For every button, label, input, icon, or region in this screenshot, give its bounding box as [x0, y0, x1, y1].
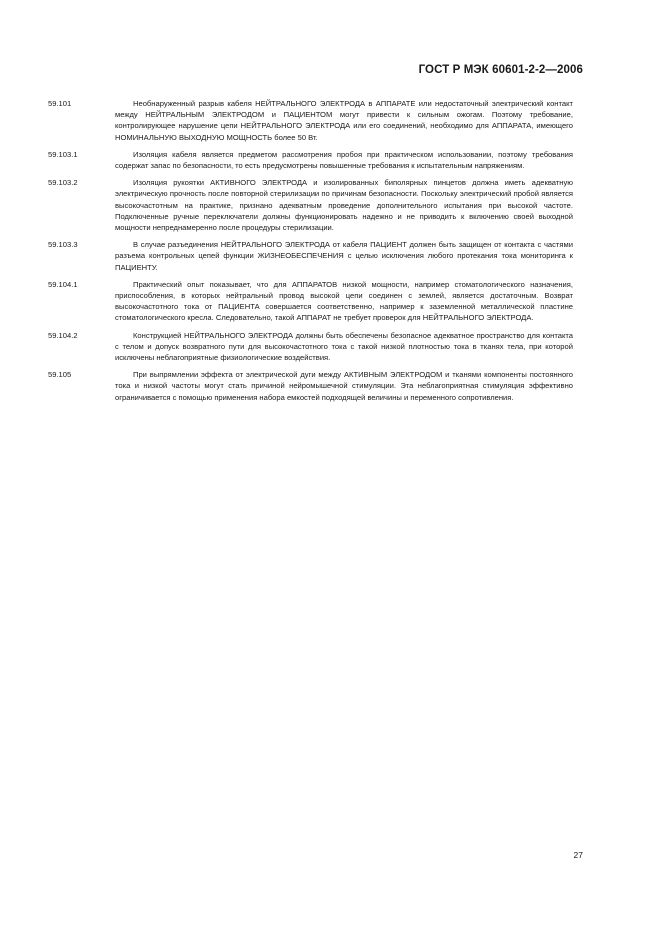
clause	[48, 369, 578, 403]
clause	[48, 149, 578, 171]
clause-number: 59.103.1	[48, 149, 78, 159]
clause-text: При выпрямлении эффекта от электрической дуги между АКТИВНЫМ ЭЛЕКТРОДОМ и тканями компоненты постоянного тока и низкой частоты могут стать причиной нейромышечной стимуляции. Эта неблагоприятная стимуляция эффективно ограничивается с помощью применения набора емкостей подходящей величины и переменного сопротивления.	[115, 370, 573, 402]
clause-text: Практический опыт показывает, что для АППАРАТОВ низкой мощности, например стоматологического назначения, приспособления, в которых нейтральный провод высокой цепи соединен с землей, является достаточным. Возврат высокочастотного тока от ПАЦИЕНТА совершается соответственно, например к заземленной металлической пластине стоматологического кресла. Следовательно, такой АППАРАТ не требует проверок для НЕЙТРАЛЬНОГО ЭЛЕКТРОДА.	[115, 279, 573, 323]
clause-text: Изоляция рукоятки АКТИВНОГО ЭЛЕКТРОДА и изолированных биполярных пинцетов должна иметь адекватную электрическую прочность после повторной стерилизации по причинам безопасности. Поскольку электрический пробой является высокочастотным на практике, признано адекватным проведение дополнительного испытания при высокой частоте. Подключенные ручные переключатели должны функционировать надежно и не приводить к включению своей выходной мощности непреднамеренно после процедуры стерилизации.	[115, 178, 573, 233]
clause-text: Изоляция кабеля является предметом рассмотрения пробоя при практическом использовании, поэтому требования содержат запас по безопасности, то есть предусмотрены повышенные требования к испытательным напряжениям.	[115, 149, 573, 171]
clause-number: 59.104.2	[48, 330, 78, 340]
clause-number: 59.105	[48, 370, 72, 380]
clause	[48, 279, 578, 324]
clause	[48, 239, 578, 273]
document-header: ГОСТ Р МЭК 60601-2-2—2006	[418, 64, 583, 76]
clause-number: 59.103.2	[48, 178, 78, 188]
clause	[48, 330, 578, 364]
clause	[48, 177, 578, 233]
clause-number: 59.104.1	[48, 279, 78, 289]
clauses-list	[48, 98, 578, 409]
clause-text: В случае разъединения НЕЙТРАЛЬНОГО ЭЛЕКТРОДА от кабеля ПАЦИЕНТ должен быть защищен от контакта с частями разъема контрольных цепей функции ЖИЗНЕОБЕСПЕЧЕНИЯ с целью исключения любого протекания тока мониторинга к ПАЦИЕНТУ.	[115, 240, 573, 272]
page-number: 27	[573, 850, 583, 860]
clause-number: 59.101	[48, 99, 72, 108]
clause-text: Конструкцией НЕЙТРАЛЬНОГО ЭЛЕКТРОДА должны быть обеспечены безопасное адекватное пространство для контакта с телом и допуск возвратного пути для высокочастотного тока с такой низкой плотностью тока в тканях тела, при которой исключены неблагоприятные физиологические воздействия.	[115, 330, 573, 363]
clause-number: 59.103.3	[48, 240, 78, 250]
clause-text: Необнаруженный разрыв кабеля НЕЙТРАЛЬНОГО ЭЛЕКТРОДА в АППАРАТЕ или недостаточный электрический контакт между НЕЙТРАЛЬНЫМ ЭЛЕКТРОДОМ и ПАЦИЕНТОМ могут привести к сильным ожогам. Поэтому требование, контролирующее нарушение цепи НЕЙТРАЛЬНОГО ЭЛЕКТРОДА или его соединений, необходимо для АППАРАТА, имеющего НОМИНАЛЬНУЮ ВЫХОДНУЮ МОЩНОСТЬ более 50 Вт.	[115, 99, 573, 142]
clause	[48, 98, 578, 143]
